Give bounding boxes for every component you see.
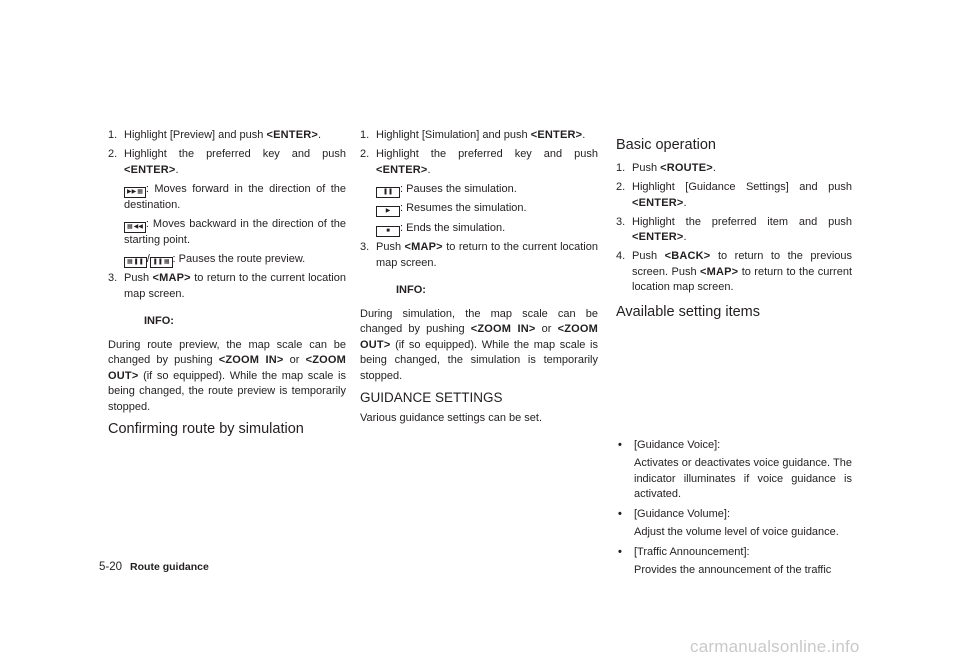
step-number: 1.: [360, 129, 370, 141]
step-text: Highlight the preferred key and push: [124, 148, 346, 160]
icon-pause-item: [124, 252, 346, 268]
step-text-end: to return to the current location map screen.: [376, 241, 598, 269]
step-text-end: .: [427, 163, 431, 176]
key-label: <ZOOM OUT>: [360, 323, 598, 351]
column-left: [108, 128, 346, 445]
info-label: INFO:: [396, 284, 426, 296]
icon-play-item: [376, 201, 598, 217]
step-text: Push: [632, 162, 661, 174]
pause-alt-icon: ❚❚ ▦: [150, 257, 173, 268]
bullet-icon: •: [618, 438, 622, 451]
step-number: 1.: [108, 129, 118, 141]
step-number: 1.: [616, 162, 626, 174]
section-heading: Confirming route by simulation: [108, 421, 304, 437]
key-label: <ENTER>: [124, 163, 176, 176]
key-label: <ZOOM OUT>: [108, 354, 346, 382]
section-heading: GUIDANCE SETTINGS: [360, 390, 503, 405]
footer-title: Route guidance: [130, 561, 209, 573]
key-label: <ENTER>: [376, 163, 428, 176]
step-text-end: .: [582, 129, 586, 141]
icon-stop-item: [376, 221, 598, 237]
key-label: <ENTER>: [530, 129, 583, 141]
step-2: [360, 147, 598, 178]
column-middle: [360, 128, 598, 431]
step-text: Push: [124, 272, 153, 284]
page-number: 5-20: [99, 561, 123, 573]
section-heading: Basic operation: [616, 137, 716, 153]
watermark: carmanualsonline.info: [690, 637, 860, 656]
info-text: (if so equipped). While the map scale is being changed, the route preview is temporarily stopped.: [108, 369, 346, 413]
step-number: 3.: [616, 215, 626, 228]
setting-label: [Guidance Volume]:: [634, 507, 731, 520]
step-number: 4.: [616, 250, 626, 262]
info-paragraph: [360, 307, 598, 385]
info-text: or: [283, 354, 306, 366]
icon-separator: /: [146, 252, 150, 265]
bullet-body: [634, 545, 852, 579]
key-label: <ROUTE>: [660, 162, 713, 174]
bullet-body: [634, 438, 852, 503]
pause-icon: ▦ ❚❚: [124, 257, 147, 268]
key-label: <ZOOM IN>: [470, 323, 536, 335]
key-label: <MAP>: [152, 272, 191, 284]
info-text: or: [535, 323, 558, 335]
icon-description: : Moves forward in the direction of the destination.: [124, 182, 346, 211]
step-text: Highlight the preferred key and push: [376, 148, 598, 160]
step-text: Highlight [Guidance Settings] and push: [632, 181, 852, 193]
step-text-end: to return to the current location map screen.: [632, 265, 853, 293]
step-text-mid: to return to the previous screen. Push: [632, 250, 853, 278]
step-number: 2.: [616, 181, 626, 193]
step-text: Push: [632, 250, 665, 262]
fast-forward-icon: ▶▶ ▦: [124, 187, 146, 198]
setting-label: [Traffic Announcement]:: [634, 545, 750, 558]
step-1: [616, 161, 852, 177]
key-label: <MAP>: [700, 265, 739, 278]
play-icon: ▶: [376, 206, 400, 217]
column-right: [616, 128, 852, 583]
step-number: 2.: [108, 148, 118, 160]
icon-pause-item: [376, 182, 598, 198]
key-label: <MAP>: [404, 241, 443, 253]
step-3: [360, 240, 598, 271]
icon-description: : Moves backward in the direction of the starting point.: [124, 217, 346, 246]
setting-item-traffic-announcement: [616, 545, 852, 579]
spacer: [616, 328, 852, 438]
info-text: (if so equipped). While the map scale is being changed, the simulation is temporarily stopped.: [360, 338, 598, 382]
step-text: Highlight [Preview] and push: [124, 129, 267, 141]
step-text-end: .: [683, 231, 687, 243]
bullet-icon: •: [618, 507, 622, 520]
step-number: 3.: [108, 272, 118, 284]
setting-item-guidance-volume: [616, 507, 852, 541]
step-text-end: .: [318, 129, 322, 141]
step-number: 2.: [360, 148, 370, 160]
step-2: [108, 147, 346, 178]
info-text: During simulation, the map scale can be changed by pushing: [360, 307, 598, 335]
rewind-icon: ▦ ◀◀: [124, 222, 146, 233]
key-label: <ENTER>: [632, 231, 684, 243]
step-number: 3.: [360, 241, 370, 253]
step-text-end: .: [712, 162, 716, 174]
stop-icon: ■: [376, 226, 400, 237]
icon-backward-item: [124, 217, 346, 249]
section-heading: Available setting items: [616, 303, 761, 320]
setting-label: [Guidance Voice]:: [634, 438, 721, 451]
step-2: [616, 180, 852, 211]
step-text-end: .: [175, 163, 179, 176]
icon-forward-item: [124, 182, 346, 214]
page-footer: [99, 561, 209, 573]
icon-description: : Resumes the simulation.: [400, 202, 527, 214]
step-1: [360, 128, 598, 144]
step-text: Highlight the preferred item and push: [632, 215, 852, 228]
icon-description: : Ends the simulation.: [400, 221, 506, 234]
step-4: [616, 249, 852, 296]
setting-description: Activates or deactivates voice guidance. The indicator illuminates if voice guidance is activated.: [634, 457, 852, 500]
step-text-end: to return to the current location map screen.: [124, 272, 346, 300]
step-3: [108, 271, 346, 302]
step-1: [108, 128, 346, 144]
setting-description: Provides the announcement of the traffic: [634, 564, 832, 576]
setting-description: Adjust the volume level of voice guidance.: [634, 526, 839, 538]
key-label: <ZOOM IN>: [218, 354, 284, 366]
key-label: <ENTER>: [266, 129, 318, 141]
step-text: Push: [376, 241, 405, 253]
setting-item-guidance-voice: [616, 438, 852, 503]
info-label: INFO:: [144, 315, 174, 327]
step-3: [616, 215, 852, 246]
key-label: <BACK>: [664, 250, 711, 262]
key-label: <ENTER>: [632, 196, 684, 209]
info-paragraph: [108, 338, 346, 416]
step-text: Highlight [Simulation] and push: [376, 129, 531, 141]
pause-icon: ❚❚: [376, 187, 400, 198]
icon-description: : Pauses the simulation.: [400, 182, 517, 195]
step-text-end: .: [683, 196, 687, 209]
bullet-body: [634, 507, 852, 541]
section-intro: Various guidance settings can be set.: [360, 412, 543, 424]
icon-description: : Pauses the route preview.: [172, 252, 306, 265]
bullet-icon: •: [618, 545, 622, 558]
info-text: During route preview, the map scale can be changed by pushing: [108, 338, 346, 366]
